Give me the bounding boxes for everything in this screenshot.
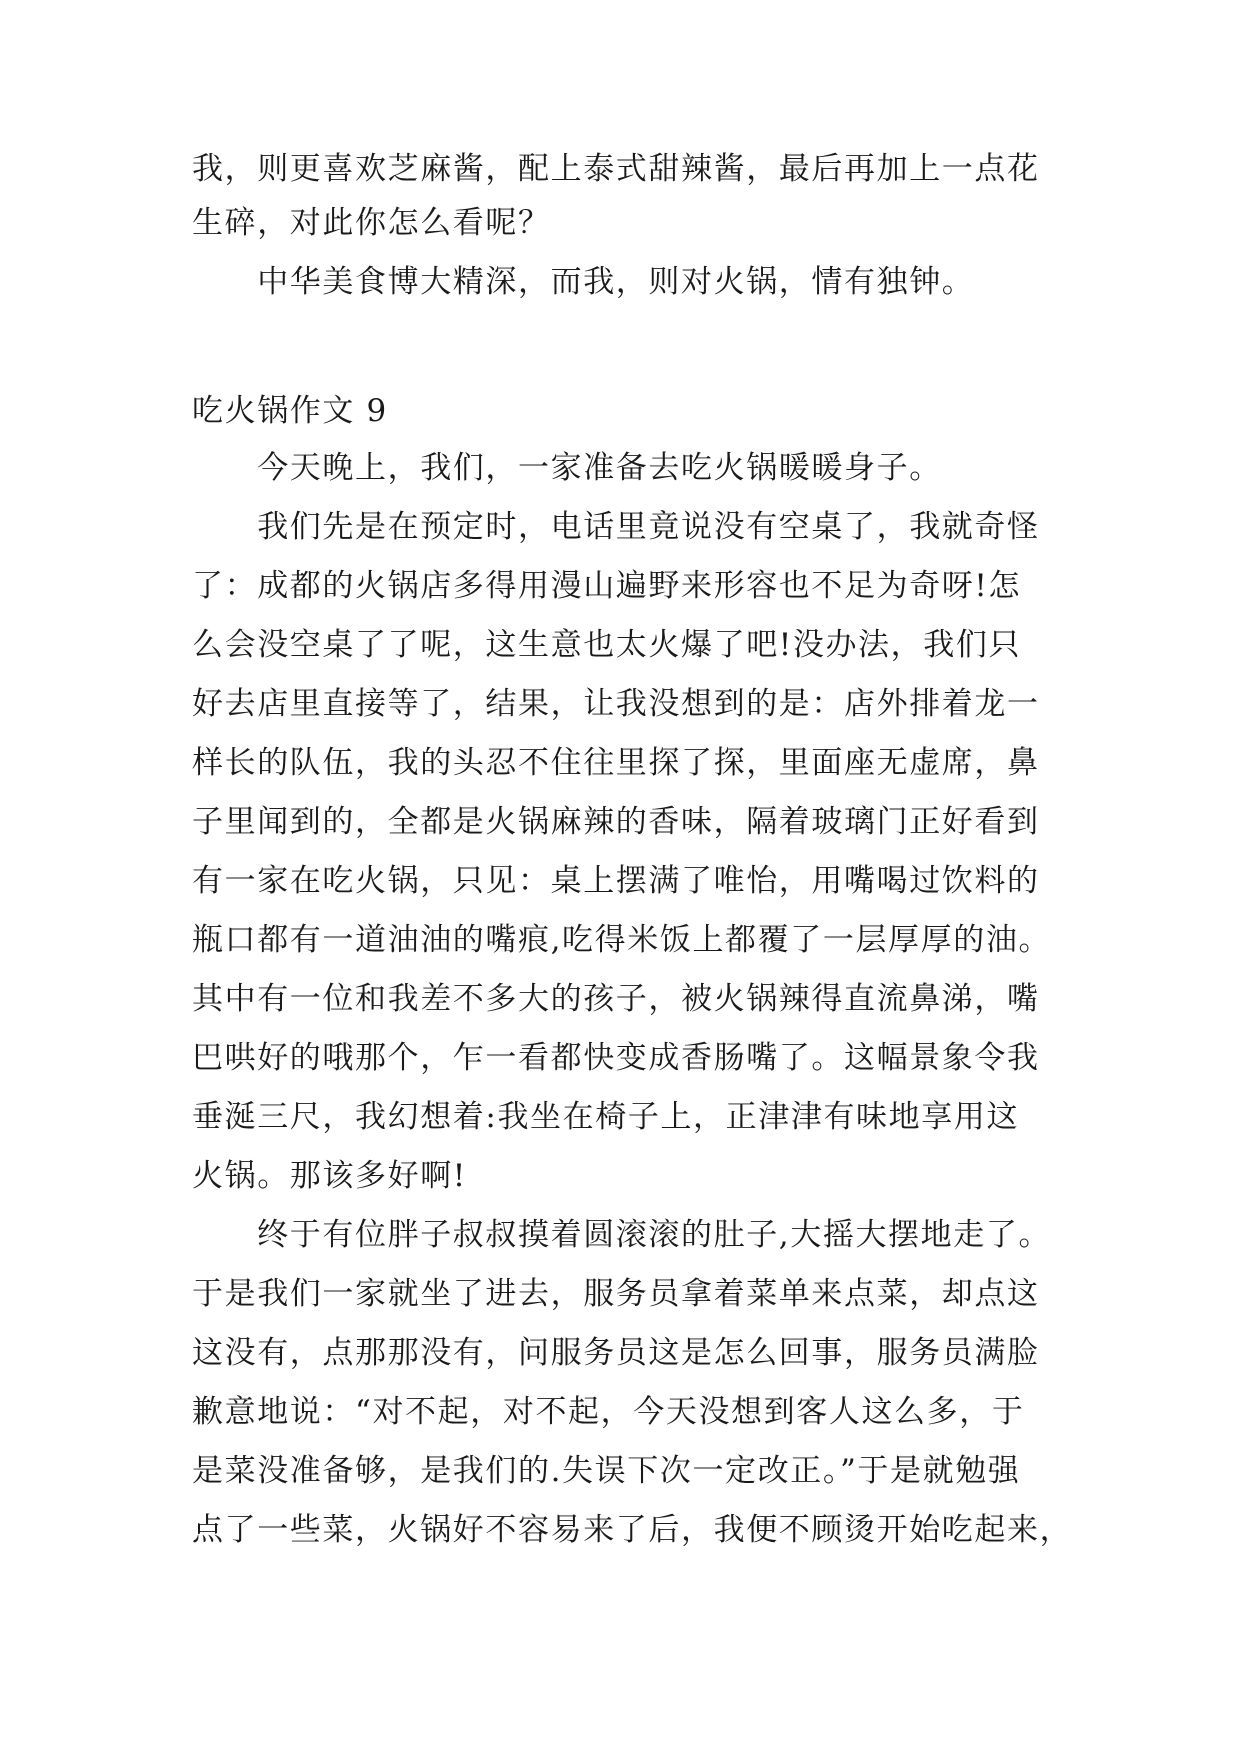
text-line: 我们先是在预定时，电话里竟说没有空桌了，我就奇怪 bbox=[192, 509, 1040, 545]
text-line: 好去店里直接等了，结果，让我没想到的是：店外排着龙一 bbox=[192, 686, 1040, 722]
text-line: 终于有位胖子叔叔摸着圆滚滚的肚子,大摇大摆地走了。 bbox=[192, 1217, 1052, 1253]
text-line: 有一家在吃火锅，只见：桌上摆满了唯怡，用嘴喝过饮料的 bbox=[192, 863, 1040, 899]
text-line: 其中有一位和我差不多大的孩子，被火锅辣得直流鼻涕，嘴 bbox=[192, 981, 1040, 1017]
text-line: 这没有，点那那没有，问服务员这是怎么回事，服务员满脸 bbox=[192, 1335, 1040, 1371]
text-line: 巴哄好的哦那个，乍一看都快变成香肠嘴了。这幅景象令我 bbox=[192, 1040, 1040, 1076]
text-line: 生碎，对此你怎么看呢？ bbox=[192, 205, 551, 241]
text-line: 子里闻到的，全都是火锅麻辣的香味，隔着玻璃门正好看到 bbox=[192, 804, 1040, 840]
text-line: 我，则更喜欢芝麻酱，配上泰式甜辣酱，最后再加上一点花 bbox=[192, 151, 1040, 187]
text-line: 了：成都的火锅店多得用漫山遍野来形容也不足为奇呀!怎 bbox=[192, 568, 1022, 604]
text-line: 垂涎三尺，我幻想着:我坐在椅子上，正津津有味地享用这 bbox=[192, 1099, 1020, 1135]
section-heading: 吃火锅作文 9 bbox=[192, 393, 388, 429]
text-line: 歉意地说：“对不起，对不起，今天没想到客人这么多，于 bbox=[192, 1394, 1025, 1430]
text-line: 瓶口都有一道油油的嘴痕,吃得米饭上都覆了一层厚厚的油。 bbox=[192, 922, 1052, 958]
text-line: 于是我们一家就坐了进去，服务员拿着菜单来点菜，却点这 bbox=[192, 1276, 1040, 1312]
text-line: 么会没空桌了了呢，这生意也太火爆了吧!没办法，我们只 bbox=[192, 627, 1022, 663]
text-line: 中华美食博大精深，而我，则对火锅，情有独钟。 bbox=[192, 264, 975, 300]
text-line: 样长的队伍，我的头忍不住往里探了探，里面座无虚席，鼻 bbox=[192, 745, 1040, 781]
text-line: 今天晚上，我们，一家准备去吃火锅暖暖身子。 bbox=[192, 450, 942, 486]
text-line: 火锅。那该多好啊! bbox=[192, 1158, 467, 1194]
text-line: 点了一些菜，火锅好不容易来了后，我便不顾烫开始吃起来， bbox=[192, 1512, 1073, 1548]
text-line: 是菜没准备够，是我们的.失误下次一定改正。”于是就勉强 bbox=[192, 1453, 1021, 1489]
